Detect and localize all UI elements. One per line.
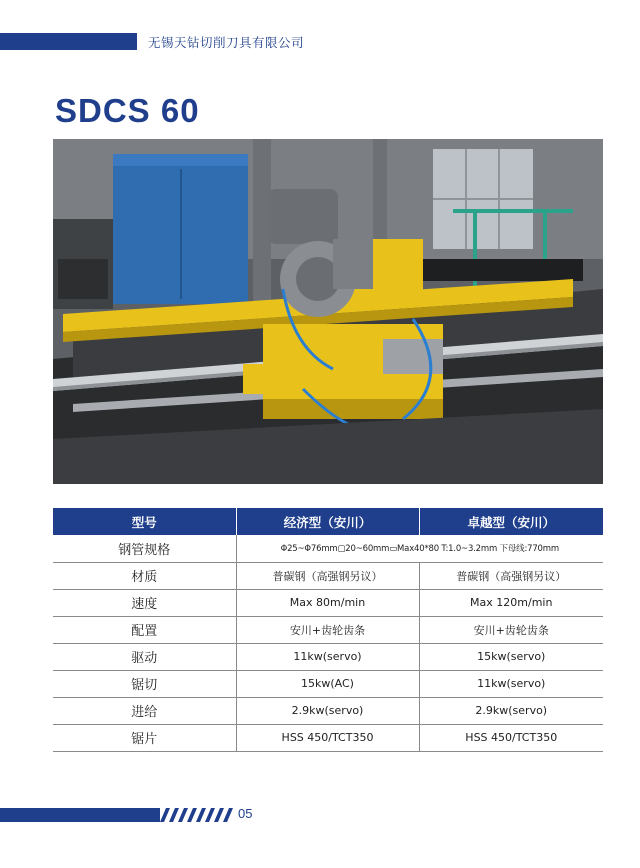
table-header-row xyxy=(53,508,603,535)
table-row xyxy=(53,535,603,562)
column-header: 卓越型（安川） xyxy=(419,508,603,535)
column-header: 经济型（安川） xyxy=(236,508,419,535)
table-row xyxy=(53,562,603,589)
machine-photo-illustration xyxy=(53,139,603,484)
row-value: 11kw(servo) xyxy=(419,670,603,697)
table-row xyxy=(53,643,603,670)
row-label: 锯切 xyxy=(53,670,236,697)
header-accent-bar xyxy=(0,33,137,50)
table-row xyxy=(53,616,603,643)
footer-accent-bar xyxy=(0,808,160,822)
row-value: 安川+齿轮齿条 xyxy=(419,616,603,643)
spec-table xyxy=(53,508,603,752)
row-label: 速度 xyxy=(53,589,236,616)
row-value: HSS 450/TCT350 xyxy=(419,724,603,751)
row-value: Max 120m/min xyxy=(419,589,603,616)
table-row xyxy=(53,670,603,697)
row-label: 钢管规格 xyxy=(53,535,236,562)
row-label: 材质 xyxy=(53,562,236,589)
page-number: 05 xyxy=(238,806,253,821)
footer-stripes xyxy=(160,808,240,822)
row-value: 2.9kw(servo) xyxy=(236,697,419,724)
row-value: 普碳钢（高强钢另议） xyxy=(419,562,603,589)
row-value: HSS 450/TCT350 xyxy=(236,724,419,751)
row-value: 2.9kw(servo) xyxy=(419,697,603,724)
column-header: 型号 xyxy=(53,508,236,535)
table-row xyxy=(53,589,603,616)
row-label: 锯片 xyxy=(53,724,236,751)
row-value: 15kw(servo) xyxy=(419,643,603,670)
row-value: 15kw(AC) xyxy=(236,670,419,697)
model-title: SDCS 60 xyxy=(55,92,200,129)
row-value: 普碳钢（高强钢另议） xyxy=(236,562,419,589)
row-value: Φ25~Φ76mm▢20~60mm▭Max40*80 T:1.0~3.2mm 下母线:770mm xyxy=(236,535,603,562)
company-name: 无锡天钻切削刀具有限公司 xyxy=(148,35,305,50)
row-value: 安川+齿轮齿条 xyxy=(236,616,419,643)
row-label: 驱动 xyxy=(53,643,236,670)
row-value: 11kw(servo) xyxy=(236,643,419,670)
table-row xyxy=(53,697,603,724)
machine-photo xyxy=(53,139,603,484)
row-label: 配置 xyxy=(53,616,236,643)
row-label: 进给 xyxy=(53,697,236,724)
table-row xyxy=(53,724,603,751)
row-value: Max 80m/min xyxy=(236,589,419,616)
